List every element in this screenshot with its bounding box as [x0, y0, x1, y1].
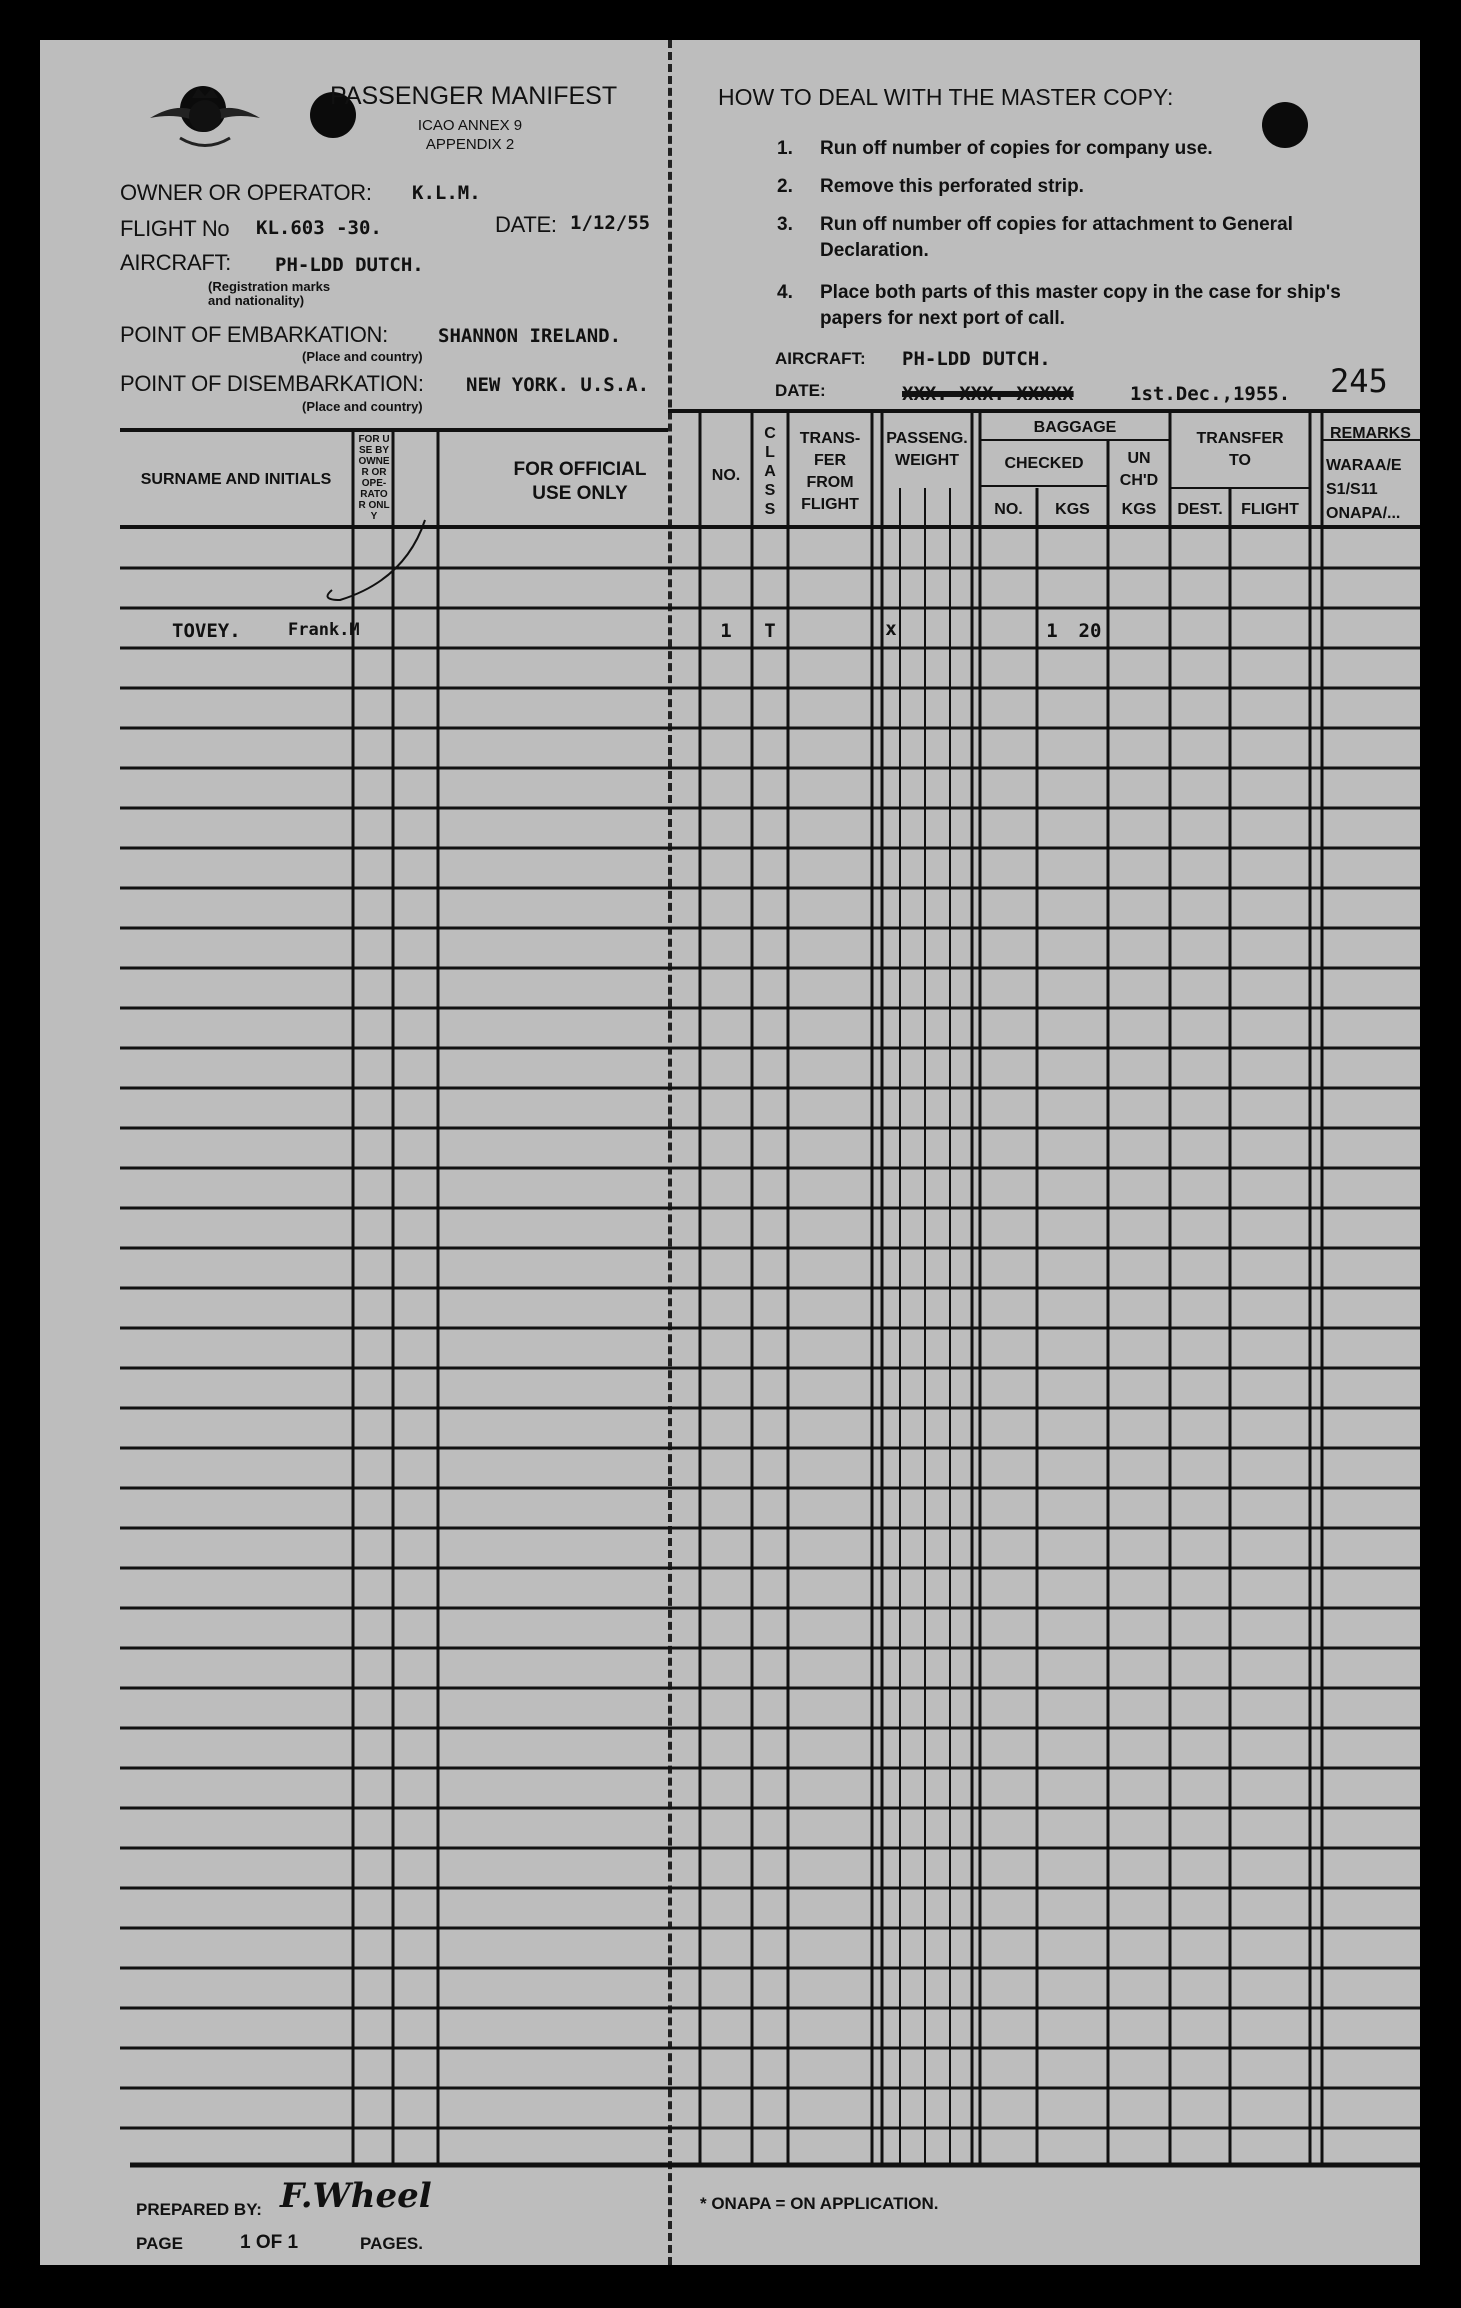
- instruction-1-text: Run off number of copies for company use.: [820, 138, 1213, 159]
- row-1-class: T: [764, 620, 776, 642]
- serial-number: 245: [1330, 362, 1388, 400]
- page-value: 1 OF 1: [240, 2232, 299, 2253]
- instruction-3-text: Run off number off copies for attachment to General: [820, 214, 1293, 235]
- instructions-heading: HOW TO DEAL WITH THE MASTER COPY:: [718, 84, 1174, 110]
- header-remarks-sub1: WARAA/E: [1326, 457, 1402, 474]
- embarkation-label: POINT OF EMBARKATION:: [120, 322, 388, 347]
- header-official-use: FOR OFFICIAL USE ONLY: [513, 459, 647, 504]
- flight-label: FLIGHT No: [120, 216, 230, 241]
- header-dest: DEST.: [1177, 501, 1223, 518]
- header-unchecked-kgs: KGS: [1121, 501, 1157, 518]
- row-1-bag-no: 1: [1046, 620, 1058, 642]
- header-flight: FLIGHT: [1241, 501, 1299, 518]
- instruction-4-num: 4.: [777, 282, 793, 303]
- instruction-2-num: 2.: [777, 176, 793, 197]
- manifest-sheet: [40, 40, 1420, 2265]
- appendix: APPENDIX 2: [425, 136, 515, 153]
- aircraft-label: AIRCRAFT:: [120, 250, 231, 275]
- aircraft-value: PH-LDD DUTCH.: [275, 254, 424, 276]
- owner-value: K.L.M.: [412, 182, 481, 204]
- manifest-grid: [40, 40, 1420, 2265]
- header-unchecked: UN CH'D: [1119, 450, 1159, 489]
- header-transfer-to: TRANSFER TO: [1196, 430, 1284, 469]
- onapa-note: * ONAPA = ON APPLICATION.: [700, 2194, 939, 2213]
- header-remarks: REMARKS: [1330, 425, 1411, 442]
- header-remarks-sub2: S1/S11: [1326, 481, 1378, 498]
- instruction-3-text-2: Declaration.: [820, 240, 929, 261]
- header-no: NO.: [711, 467, 741, 484]
- header-checked-kgs: KGS: [1055, 501, 1090, 518]
- row-1-weight: x: [885, 618, 897, 640]
- header-checked: CHECKED: [1004, 455, 1084, 472]
- manifest-title: PASSENGER MANIFEST: [330, 82, 618, 110]
- right-date-label: DATE:: [775, 381, 826, 400]
- header-checked-no: NO.: [994, 501, 1023, 518]
- header-surname: SURNAME AND INITIALS: [140, 471, 332, 488]
- icao-annex: ICAO ANNEX 9: [417, 117, 523, 134]
- header-transfer-from: TRANS- FER FROM FLIGHT: [799, 430, 861, 513]
- instruction-3-num: 3.: [777, 214, 793, 235]
- owner-label: OWNER OR OPERATOR:: [120, 180, 372, 205]
- prepared-by-signature: F.Wheel: [280, 2176, 432, 2216]
- right-date-struck: XXX. XXX. XXXXX: [902, 383, 1074, 405]
- header-owner-use: FOR USE BY OWNER OR OPE- RATOR ONLY: [358, 434, 390, 522]
- header-passenger-weight: PASSENG. WEIGHT: [886, 430, 968, 469]
- row-1-surname: TOVEY.: [172, 620, 241, 642]
- page-label: PAGE: [136, 2234, 183, 2253]
- right-date-value: 1st.Dec.,1955.: [1130, 383, 1291, 405]
- disembarkation-note: (Place and country): [302, 399, 423, 414]
- flight-value: KL.603 -30.: [256, 217, 382, 239]
- instruction-4-text: Place both parts of this master copy in the case for ship's: [820, 282, 1341, 303]
- prepared-by-label: PREPARED BY:: [136, 2200, 262, 2219]
- instruction-4-text-2: papers for next port of call.: [820, 308, 1065, 329]
- date-label: DATE:: [495, 212, 557, 237]
- header-class: C L A S S: [764, 425, 776, 518]
- row-1-initials: Frank.M: [288, 620, 360, 640]
- embarkation-value: SHANNON IRELAND.: [438, 325, 622, 347]
- embarkation-note: (Place and country): [302, 349, 423, 364]
- header-remarks-sub3: ONAPA/...: [1326, 505, 1401, 522]
- disembarkation-label: POINT OF DISEMBARKATION:: [120, 371, 424, 396]
- right-aircraft-value: PH-LDD DUTCH.: [902, 348, 1051, 370]
- disembarkation-value: NEW YORK. U.S.A.: [466, 374, 650, 396]
- aircraft-note-2: and nationality): [208, 293, 305, 308]
- row-1-bag-kgs: 20: [1078, 620, 1102, 642]
- aircraft-note-1: (Registration marks: [208, 279, 331, 294]
- pages-label: PAGES.: [360, 2234, 423, 2253]
- header-baggage: BAGGAGE: [1033, 419, 1117, 436]
- right-aircraft-label: AIRCRAFT:: [775, 349, 866, 368]
- date-value: 1/12/55: [570, 212, 651, 234]
- instruction-1-num: 1.: [777, 138, 793, 159]
- instruction-2-text: Remove this perforated strip.: [820, 176, 1084, 197]
- row-1-no: 1: [720, 620, 732, 642]
